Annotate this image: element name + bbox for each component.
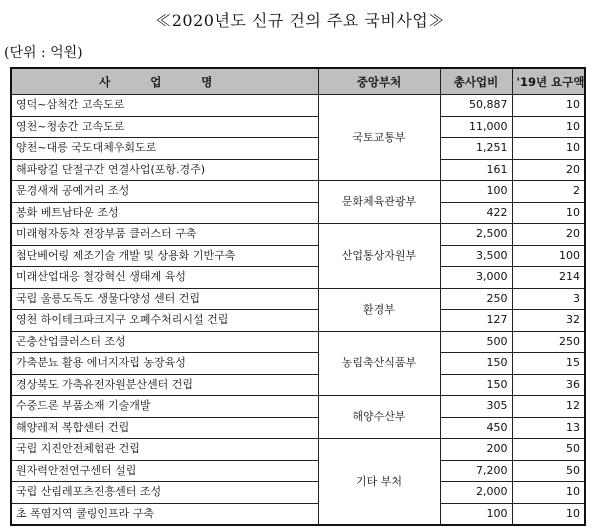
table-row [11, 245, 585, 267]
project-name-cell: 수중드론 부품소재 기술개발 [11, 396, 318, 418]
request-amount-cell: 214 [512, 267, 585, 289]
total-cost-cell: 200 [440, 439, 512, 461]
total-cost-cell: 3,500 [440, 245, 512, 267]
department-cell: 기타 부처 [318, 439, 440, 526]
table-row [11, 267, 585, 289]
project-name-cell: 국립 산림레포츠진흥센터 조성 [11, 482, 318, 504]
total-cost-cell: 11,000 [440, 116, 512, 138]
page-title: ≪2020년도 신규 건의 주요 국비사업≫ [155, 11, 445, 30]
project-name-cell: 국립 지진안전체험관 건립 [11, 439, 318, 461]
request-amount-cell: 250 [512, 331, 585, 353]
project-name-cell: 해양레저 복합센터 건립 [11, 417, 318, 439]
total-cost-cell: 250 [440, 288, 512, 310]
table-row [11, 460, 585, 482]
table-row [11, 95, 585, 117]
total-cost-cell: 100 [440, 503, 512, 525]
table-row [11, 224, 585, 246]
department-cell: 환경부 [318, 288, 440, 331]
request-amount-cell: 10 [512, 503, 585, 525]
total-cost-cell: 150 [440, 353, 512, 375]
table-row [11, 310, 585, 332]
request-amount-cell: 15 [512, 353, 585, 375]
table-row [11, 202, 585, 224]
table-row [11, 417, 585, 439]
total-cost-cell: 127 [440, 310, 512, 332]
total-cost-cell: 422 [440, 202, 512, 224]
project-name-cell: 미래형자동차 전장부품 클러스터 구축 [11, 224, 318, 246]
department-cell: 국토교통부 [318, 95, 440, 181]
project-name-cell: 영천~청송간 고속도로 [11, 116, 318, 138]
project-table [10, 67, 586, 526]
project-name-cell: 봉화 베트남타운 조성 [11, 202, 318, 224]
total-cost-cell: 2,000 [440, 482, 512, 504]
project-name-cell: 곤충산업클러스터 조성 [11, 331, 318, 353]
department-cell: 농림축산식품부 [318, 331, 440, 396]
total-cost-cell: 500 [440, 331, 512, 353]
project-name-cell: 국립 울릉도독도 생물다양성 센터 건립 [11, 288, 318, 310]
department-cell: 문화체육관광부 [318, 181, 440, 224]
project-name-cell: 양천~대릉 국도대체우회도로 [11, 138, 318, 160]
table-row [11, 353, 585, 375]
request-amount-cell: 10 [512, 202, 585, 224]
table-row [11, 503, 585, 525]
project-name-cell: 영덕~삼척간 고속도로 [11, 95, 318, 117]
request-amount-cell: 32 [512, 310, 585, 332]
total-cost-cell: 161 [440, 159, 512, 181]
total-cost-cell: 3,000 [440, 267, 512, 289]
total-cost-cell: 150 [440, 374, 512, 396]
project-name-cell: 영천 하이테크파크지구 오폐수처리시설 건립 [11, 310, 318, 332]
request-amount-cell: 10 [512, 116, 585, 138]
project-name-cell: 초 폭염지역 쿨링인프라 구축 [11, 503, 318, 525]
header-request: '19년 요구액 [512, 68, 585, 95]
request-amount-cell: 13 [512, 417, 585, 439]
total-cost-cell: 1,251 [440, 138, 512, 160]
request-amount-cell: 20 [512, 224, 585, 246]
total-cost-cell: 7,200 [440, 460, 512, 482]
request-amount-cell: 100 [512, 245, 585, 267]
department-cell: 산업통상자원부 [318, 224, 440, 289]
table-row [11, 374, 585, 396]
table-row [11, 159, 585, 181]
table-row [11, 288, 585, 310]
request-amount-cell: 50 [512, 460, 585, 482]
table-row [11, 439, 585, 461]
table-row [11, 138, 585, 160]
table-row [11, 116, 585, 138]
header-total: 총사업비 [440, 68, 512, 95]
request-amount-cell: 36 [512, 374, 585, 396]
table-row [11, 181, 585, 203]
request-amount-cell: 2 [512, 181, 585, 203]
total-cost-cell: 305 [440, 396, 512, 418]
department-cell: 해양수산부 [318, 396, 440, 439]
request-amount-cell: 50 [512, 439, 585, 461]
request-amount-cell: 10 [512, 95, 585, 117]
request-amount-cell: 10 [512, 138, 585, 160]
total-cost-cell: 100 [440, 181, 512, 203]
table-body [11, 95, 585, 526]
project-name-cell: 해파랑길 단절구간 연결사업(포항.경주) [11, 159, 318, 181]
project-name-cell: 문경새재 공예거리 조성 [11, 181, 318, 203]
project-name-cell: 첨단베어링 제조기술 개발 및 상용화 기반구축 [11, 245, 318, 267]
request-amount-cell: 10 [512, 482, 585, 504]
request-amount-cell: 12 [512, 396, 585, 418]
request-amount-cell: 3 [512, 288, 585, 310]
table-row [11, 396, 585, 418]
total-cost-cell: 50,887 [440, 95, 512, 117]
table-row [11, 331, 585, 353]
total-cost-cell: 2,500 [440, 224, 512, 246]
request-amount-cell: 20 [512, 159, 585, 181]
unit-label: (단위 : 억원) [4, 45, 83, 61]
header-row [11, 68, 585, 95]
project-name-cell: 경상북도 가축유전자원분산센터 건립 [11, 374, 318, 396]
total-cost-cell: 450 [440, 417, 512, 439]
header-dept: 중앙부처 [318, 68, 440, 95]
project-name-cell: 가축분뇨 활용 에너지자립 농장육성 [11, 353, 318, 375]
table-row [11, 482, 585, 504]
header-name: 사 업 명 [11, 68, 318, 95]
project-name-cell: 원자력안전연구센터 설립 [11, 460, 318, 482]
project-name-cell: 미래산업대응 철강혁신 생태계 육성 [11, 267, 318, 289]
